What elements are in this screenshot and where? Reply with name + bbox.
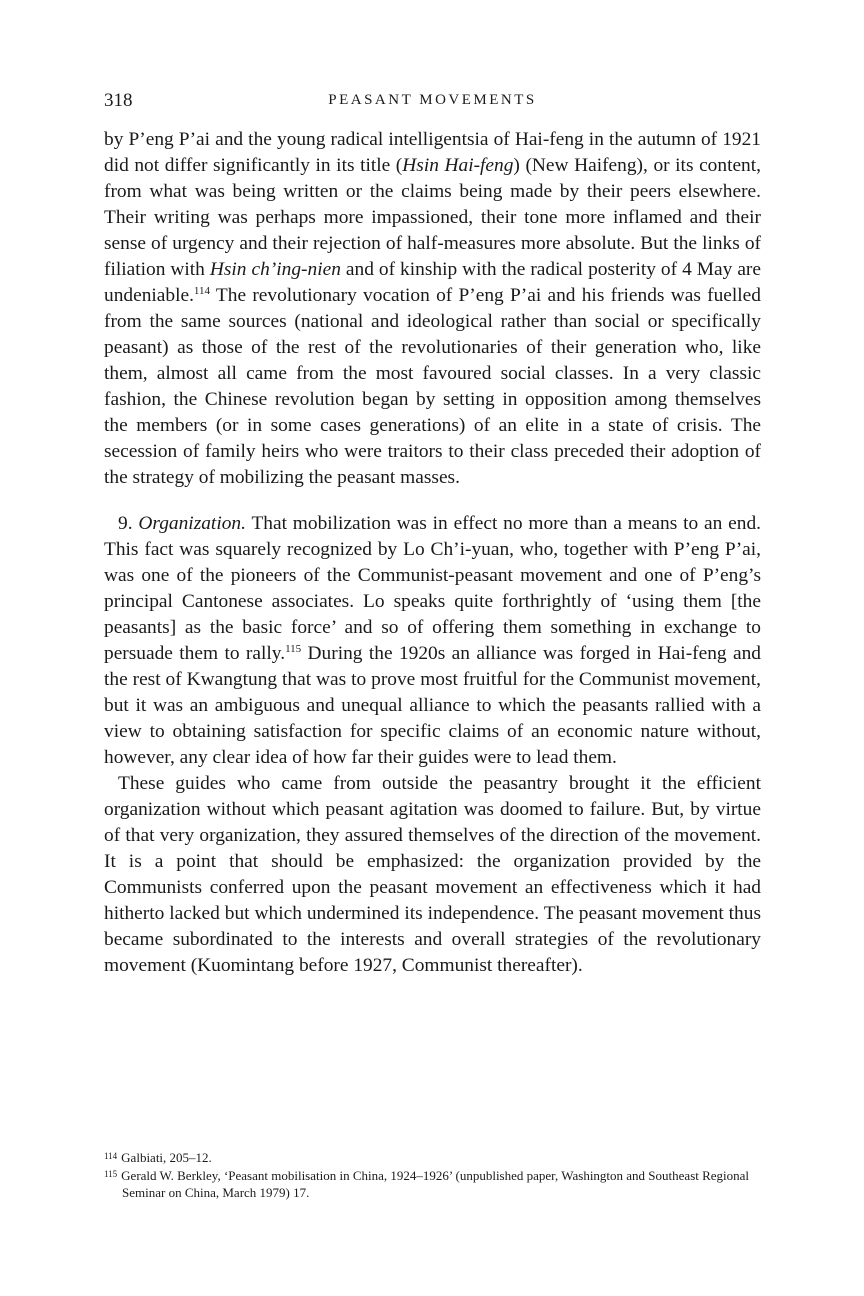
paragraph-1-text-c: and of kinship with the radical posterity of 4 May are undeniable.: [104, 259, 762, 306]
footnote-114: [104, 1148, 761, 1166]
running-head: PEASANT MOVEMENTS: [328, 92, 537, 108]
section-heading: Organization.: [138, 513, 246, 534]
paragraph-1-text-b: ) (New Haifeng), or its content, from what was being written or the claims being made by their peers elsewhere. Their writing was perhaps more impassioned, their tone more inflamed and their sense of urgency and their rejection of half-measures more absolute. But the links of filiation with: [104, 155, 761, 280]
paragraph-1: [104, 127, 761, 491]
footnote-ref-114: 114: [193, 285, 211, 297]
footnote-115: [104, 1166, 761, 1201]
paragraph-2-text-a: That mobilization was in effect no more than a means to an end. This fact was squarely recognized by Lo Ch’i-yuan, who, together with P’eng P’ai, was one of the pioneers of the Communist-peasant movement and one of P’eng’s principal Cantonese associates. Lo speaks quite forthrightly of ‘using them [the peasants] as the basic force’ and so of offering them something in exchange to persuade them to rally.: [104, 513, 762, 664]
page-header: [104, 90, 761, 120]
footnote-ref-115: 115: [285, 643, 302, 655]
paragraph-2: [104, 511, 761, 771]
footnote-mark: 115: [104, 1169, 118, 1179]
paragraph-1-text-d: The revolutionary vocation of P’eng P’ai and his friends was fuelled from the same sources (national and ideological rather than social or specifically peasant) as those of the rest of the revolutionaries of their generation who, like them, almost all came from the most favoured social classes. In a very classic fashion, the Chinese revolution began by setting in opposition among themselves the members (or in some cases generations) of an elite in a state of crisis. The secession of family heirs who were traitors to their class preceded their adoption of the strategy of mobilizing the peasant masses.: [104, 285, 761, 488]
paragraph-2-text-b: During the 1920s an alliance was forged in Hai-feng and the rest of Kwangtung that was to prove most fruitful for the Communist movement, but it was an ambiguous and unequal alliance to which the peasants rallied with a view to obtaining satisfaction for specific claims of an economic nature without, however, any clear idea of how far their guides were to lead them.: [104, 643, 761, 768]
italic-journal-title: Hsin ch’ing-nien: [209, 259, 341, 280]
italic-title: Hsin Hai-feng: [402, 155, 514, 176]
paragraph-3: These guides who came from outside the peasantry brought it the efficient organization without which peasant agitation was doomed to failure. But, by virtue of that very organization, they assured themselves of the direction of the movement. It is a point that should be emphasized: the organization provided by the Communists conferred upon the peasant movement an effectiveness which it had hitherto lacked but which undermined its independence. The peasant movement thus became subordinated to the interests and overall strategies of the revolutionary movement (Kuomintang before 1927, Communist thereafter).: [104, 773, 761, 976]
section-number: 9.: [118, 513, 139, 534]
body-text: [104, 127, 761, 979]
footnote-text: Galbiati, 205–12.: [121, 1150, 212, 1165]
page-number: 318: [104, 90, 133, 111]
footnote-text: Gerald W. Berkley, ‘Peasant mobilisation in China, 1924–1926’ (unpublished paper, Washington and Southeast Regional Seminar on China, March 1979) 17.: [121, 1168, 750, 1200]
footnote-mark: 114: [104, 1151, 118, 1161]
footnotes: [104, 1148, 761, 1201]
paragraph-1-text-a: by P’eng P’ai and the young radical intelligentsia of Hai-feng in the autumn of 1921 did not differ significantly in its title (: [104, 129, 761, 176]
